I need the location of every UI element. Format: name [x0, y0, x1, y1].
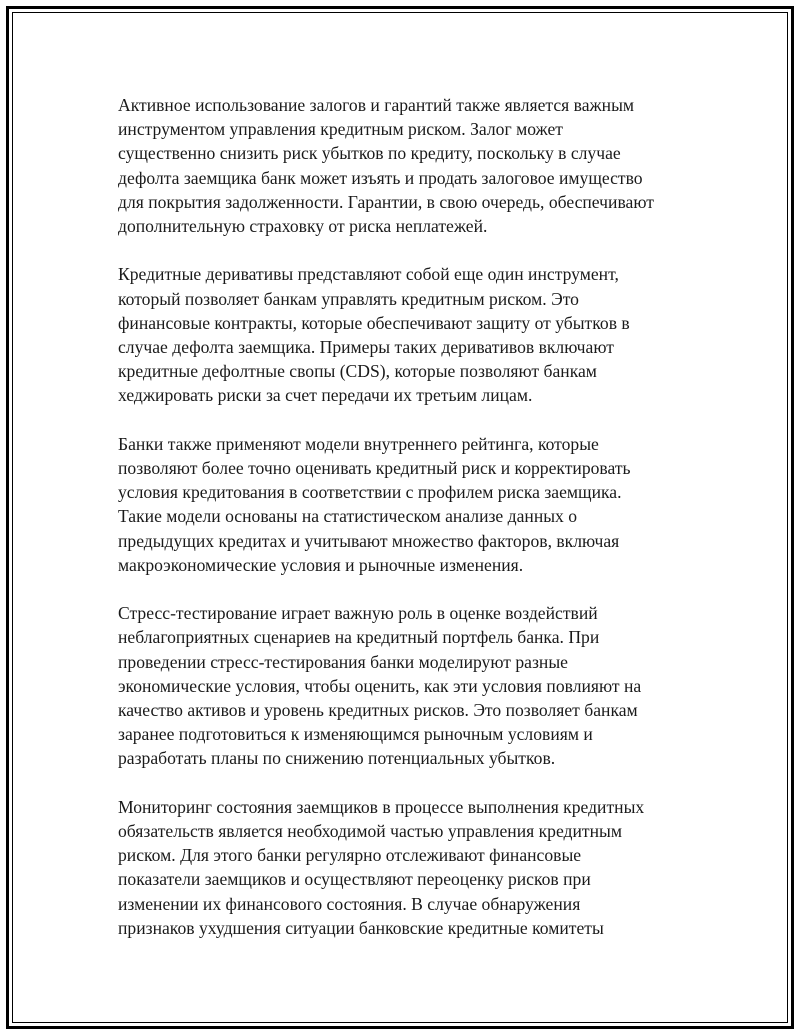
paragraph-line: качество активов и уровень кредитных рисков. Это позволяет банкам [118, 700, 638, 721]
paragraph-line: существенно снизить риск убытков по кредиту, поскольку в случае [118, 143, 621, 164]
paragraph-line: риском. Для этого банки регулярно отслеживают финансовые [118, 845, 582, 866]
paragraph-line: Мониторинг состояния заемщиков в процессе выполнения кредитных [118, 796, 645, 817]
paragraph-line: макроэкономические условия и рыночные изменения. [118, 554, 524, 575]
paragraph [118, 262, 718, 407]
paragraph-line: хеджировать риски за счет передачи их третьим лицам. [118, 385, 533, 406]
paragraph-line: обязательств является необходимой частью управления кредитным [118, 821, 622, 842]
document-body [118, 93, 718, 964]
paragraph-line: проведении стресс-тестирования банки моделируют разные [118, 651, 568, 672]
paragraph-line: Активное использование залогов и гарантий также является важным [118, 95, 635, 115]
paragraph-line: дополнительную страховку от риска неплатежей. [118, 216, 488, 237]
paragraph-line: кредитные дефолтные свопы (CDS), которые позволяют банкам [118, 361, 597, 382]
paragraph-line: Кредитные деривативы представляют собой еще один инструмент, [118, 264, 619, 285]
paragraph [118, 432, 718, 577]
paragraph-line: разработать планы по снижению потенциальных убытков. [118, 748, 556, 769]
paragraph-line: финансовые контракты, которые обеспечивают защиту от убытков в [118, 312, 630, 333]
paragraph-line: показатели заемщиков и осуществляют переоценку рисков при [118, 869, 591, 890]
paragraph [118, 795, 718, 940]
paragraph-line: изменении их финансового состояния. В случае обнаружения [118, 893, 581, 914]
paragraph-line: который позволяет банкам управлять кредитным риском. Это [118, 288, 579, 309]
paragraph-line: инструментом управления кредитным риском. Залог может [118, 119, 563, 140]
paragraph [118, 93, 718, 238]
paragraph-line: Стресс-тестирование играет важную роль в оценке воздействий [118, 603, 598, 624]
paragraph [118, 601, 718, 770]
paragraph-line: признаков ухудшения ситуации банковские кредитные комитеты [118, 917, 604, 938]
paragraph-line: неблагоприятных сценариев на кредитный портфель банка. При [118, 627, 600, 648]
paragraph-line: заранее подготовиться к изменяющимся рыночным условиям и [118, 724, 593, 745]
paragraph-line: условия кредитования в соответствии с профилем риска заемщика. [118, 482, 622, 503]
paragraph-line: позволяют более точно оценивать кредитный риск и корректировать [118, 458, 631, 479]
paragraph-line: для покрытия задолженности. Гарантии, в свою очередь, обеспечивают [118, 191, 654, 212]
paragraph-line: Банки также применяют модели внутреннего рейтинга, которые [118, 433, 599, 454]
paragraph-line: дефолта заемщика банк может изъять и продать залоговое имущество [118, 167, 643, 188]
paragraph-line: экономические условия, чтобы оценить, как эти условия повлияют на [118, 675, 642, 696]
paragraph-line: предыдущих кредитах и учитывают множество факторов, включая [118, 530, 620, 551]
paragraph-line: Такие модели основаны на статистическом анализе данных о [118, 506, 578, 527]
paragraph-line: случае дефолта заемщика. Примеры таких деривативов включают [118, 337, 614, 358]
